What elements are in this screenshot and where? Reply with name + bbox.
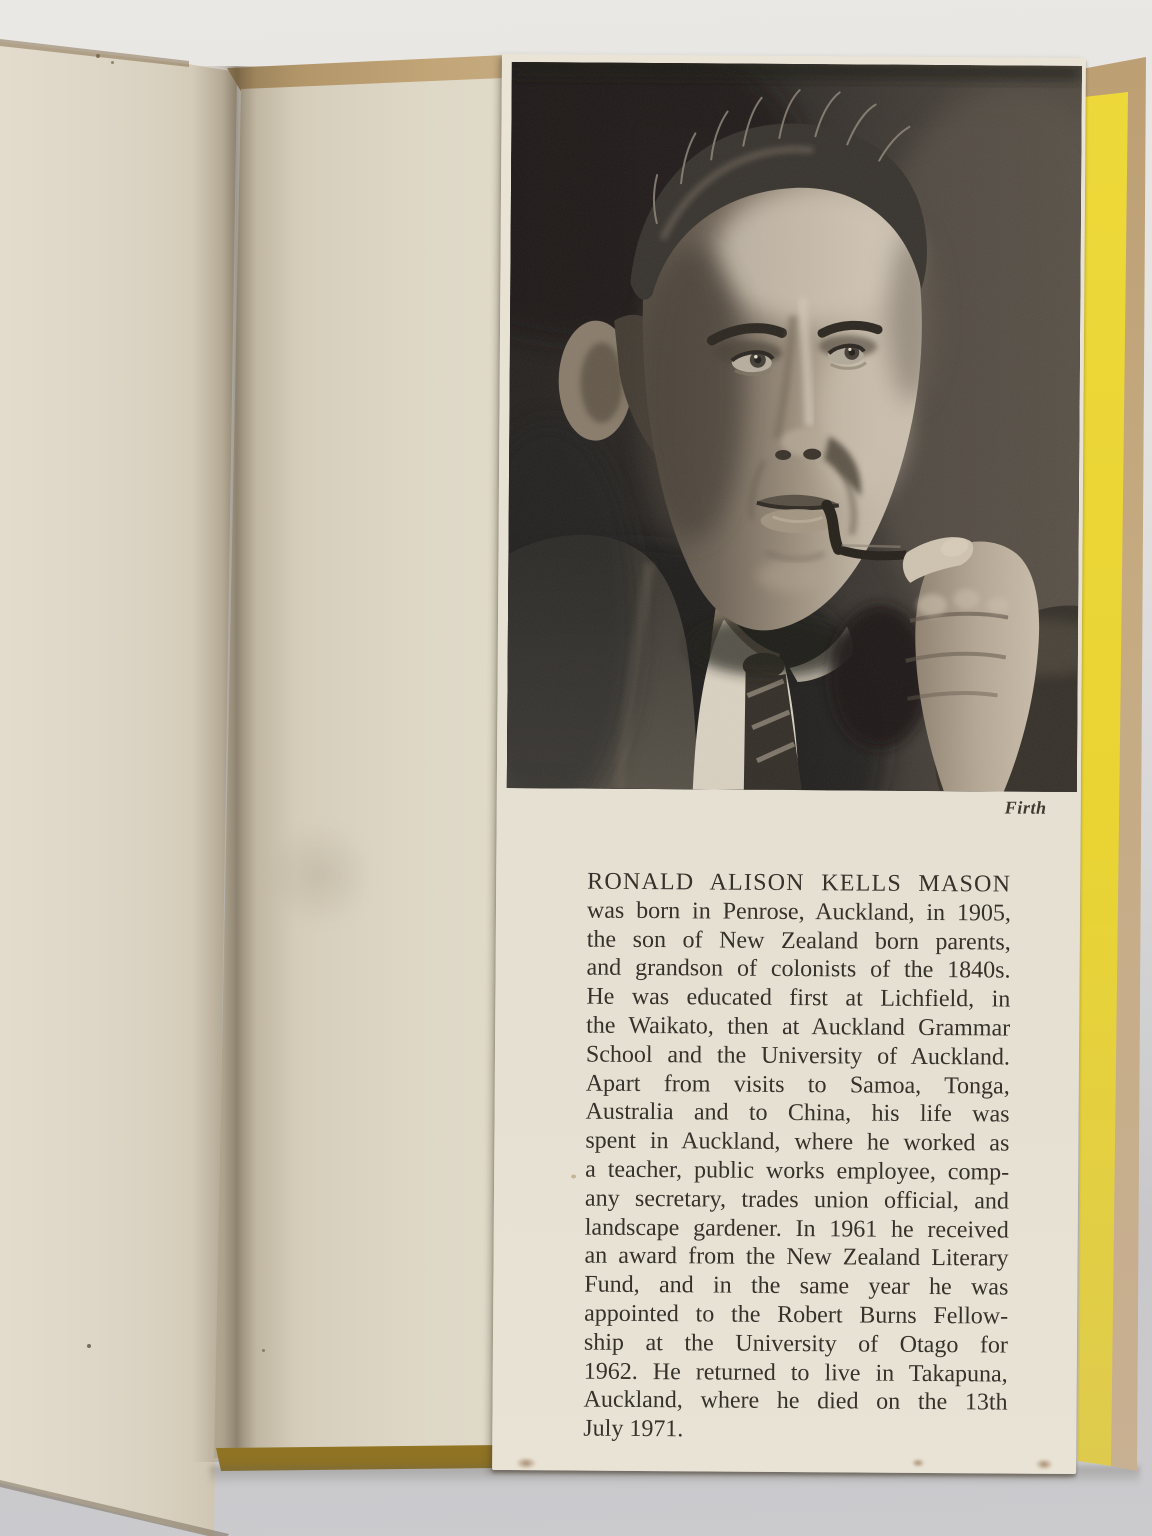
bio-line: the Waikato, then at Auckland Grammar xyxy=(586,1012,1011,1042)
bio-line: an award from the New Zealand Literary xyxy=(584,1242,1009,1272)
stain-spot xyxy=(909,1457,927,1469)
bio-line: was born in Penrose, Auckland, in 1905, xyxy=(586,897,1012,927)
bio-line: any secretary, trades union official, and xyxy=(584,1185,1010,1215)
bio-line: and grandson of colonists of the 1840s. xyxy=(586,954,1011,984)
paper-speck xyxy=(96,54,100,58)
bio-line: Australia and to China, his life was xyxy=(585,1098,1010,1128)
portrait-of-man-with-pipe xyxy=(507,62,1082,792)
bio-line: the son of New Zealand born parents, xyxy=(586,926,1011,956)
bio-line: Fund, and in the same year he was xyxy=(584,1271,1009,1301)
bio-line: School and the University of Auckland. xyxy=(585,1041,1011,1071)
biography-text xyxy=(583,868,1011,1447)
bio-line: Apart from visits to Samoa, Tonga, xyxy=(585,1070,1010,1100)
stain-spot xyxy=(1032,1457,1056,1472)
bio-line: ship at the University of Otago for xyxy=(583,1329,1009,1359)
bio-line: 1962. He returned to live in Takapuna, xyxy=(583,1358,1008,1388)
paper-speck xyxy=(262,1349,265,1352)
bio-line: He was educated first at Lichfield, in xyxy=(586,983,1011,1013)
dust-jacket-flap xyxy=(492,54,1086,1474)
paper-speck xyxy=(571,1174,576,1178)
bio-heading: RONALD ALISON KELLS MASON xyxy=(587,868,1012,898)
bio-line: a teacher, public works employee, comp- xyxy=(585,1156,1010,1186)
bio-line: landscape gardener. In 1961 he received xyxy=(584,1214,1009,1244)
paper-speck xyxy=(87,1344,91,1348)
film-grain-overlay xyxy=(507,62,1082,792)
book-gutter xyxy=(192,66,296,1462)
photo-credit: Firth xyxy=(1004,797,1047,818)
paper-speck xyxy=(111,61,114,64)
bio-line: appointed to the Robert Burns Fellow- xyxy=(584,1300,1009,1330)
bio-line: July 1971. xyxy=(583,1415,684,1443)
portrait-photo xyxy=(507,62,1082,792)
bio-line: spent in Auckland, where he worked as xyxy=(585,1127,1010,1157)
stain-spot xyxy=(512,1455,540,1471)
bio-line: Auckland, where he died on the 13th xyxy=(583,1386,1008,1416)
